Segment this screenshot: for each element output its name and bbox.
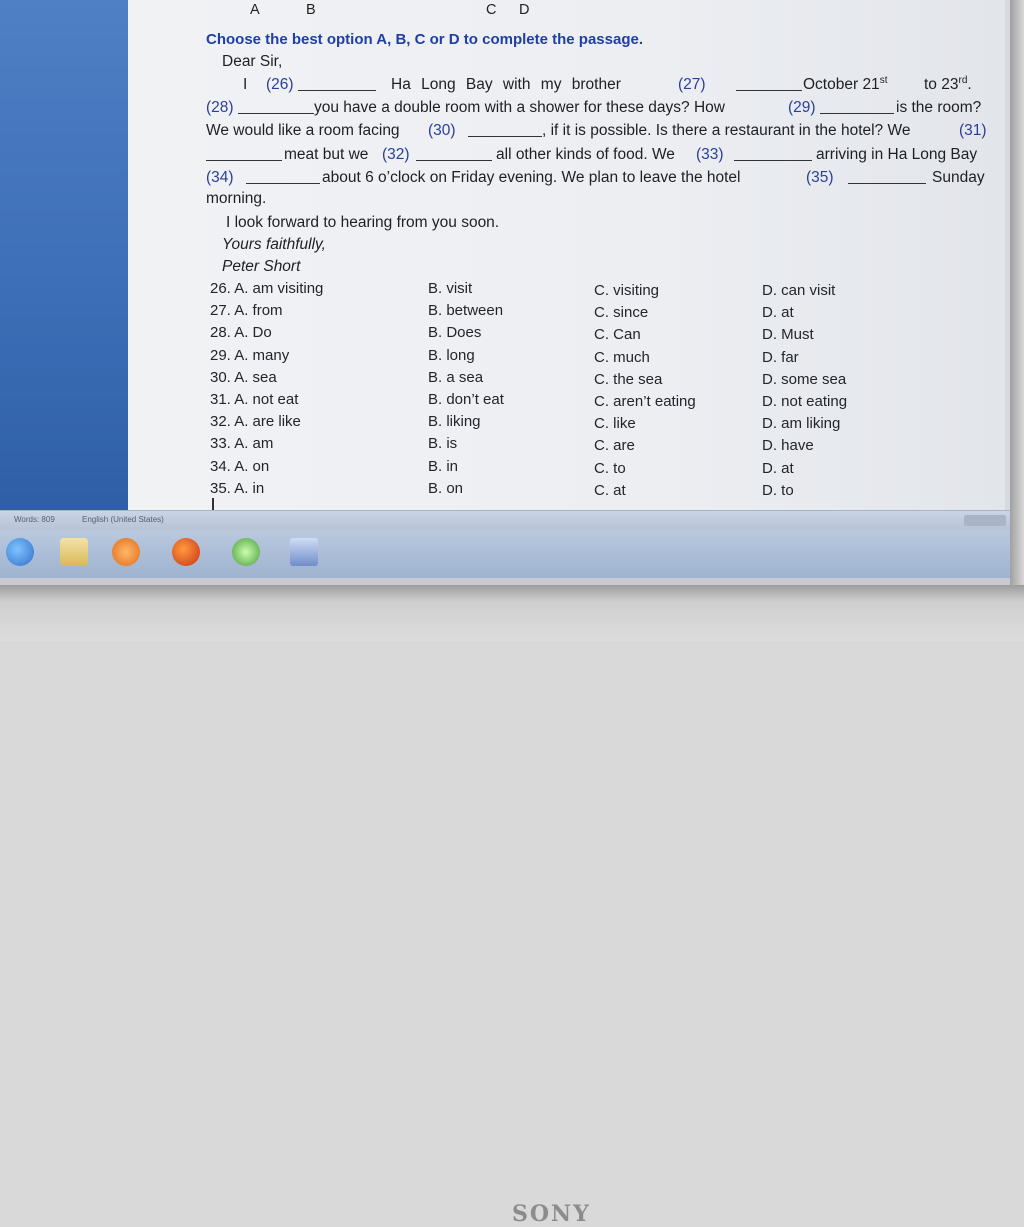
superscript: rd (958, 74, 968, 86)
blank-number-32: (32) (382, 146, 410, 163)
screen (0, 0, 1010, 585)
option-c-26: C. visiting (594, 282, 660, 299)
blank-34 (246, 171, 320, 184)
navigation-pane (0, 0, 128, 510)
header-letter-b: B (306, 2, 316, 18)
letter-signoff: Yours faithfully, (222, 236, 326, 253)
passage-text: October 21 (803, 76, 880, 93)
option-a-34: 34. A. on (210, 457, 270, 475)
period: . (967, 76, 972, 93)
blank-number-33: (33) (696, 146, 724, 163)
status-bar (0, 510, 1010, 530)
option-c-31: C. aren’t eating (594, 393, 696, 410)
option-d-33: D. have (762, 437, 814, 455)
passage-text: meat but we (284, 146, 369, 163)
passage-text: is the room? (896, 99, 982, 116)
option-c-30: C. the sea (594, 370, 663, 388)
word-count[interactable]: Words: 809 (14, 515, 55, 524)
blank-33 (734, 148, 812, 161)
blank-31 (206, 148, 282, 161)
view-buttons[interactable] (964, 515, 1006, 526)
blank-number-31: (31) (959, 122, 987, 139)
blank-number-29: (29) (788, 99, 816, 116)
option-b-26: B. visit (428, 280, 473, 297)
option-d-28: D. Must (762, 326, 814, 344)
header-letter-c: C (486, 2, 497, 18)
superscript: st (879, 74, 888, 86)
option-b-29: B. long (428, 346, 475, 364)
option-d-26: D. can visit (762, 282, 836, 299)
passage-text: , if it is possible. Is there a restaurant in the hotel? We (542, 122, 911, 139)
option-c-29: C. much (594, 348, 650, 366)
blank-number-27: (27) (678, 76, 706, 93)
media-player-icon[interactable] (112, 538, 140, 566)
blank-32 (416, 148, 492, 161)
blank-number-34: (34) (206, 169, 234, 186)
option-a-30: 30. A. sea (210, 368, 277, 386)
folder-icon[interactable] (60, 538, 88, 566)
passage-text: We would like a room facing (206, 122, 400, 139)
header-letter-d: D (519, 2, 530, 18)
blank-26 (298, 78, 376, 91)
passage-text: Ha Long Bay with my brother (391, 76, 621, 93)
monitor-bezel-right (1010, 0, 1024, 641)
option-d-35: D. to (762, 481, 794, 499)
option-b-32: B. liking (428, 413, 481, 431)
option-b-31: B. don’t eat (428, 391, 504, 408)
option-c-33: C. are (594, 437, 635, 455)
passage-text: to 23 (924, 76, 959, 93)
blank-number-35: (35) (806, 169, 834, 186)
blank-29 (820, 101, 894, 114)
option-b-28: B. Does (428, 324, 482, 342)
blank-35 (848, 171, 926, 184)
option-b-30: B. a sea (428, 368, 484, 386)
option-c-32: C. like (594, 415, 636, 433)
monitor-brand-logo: SONY (512, 1201, 591, 1227)
option-d-31: D. not eating (762, 393, 848, 410)
taskbar (0, 530, 1010, 578)
settings-app-icon[interactable] (232, 538, 260, 566)
option-b-27: B. between (428, 302, 504, 320)
blank-28 (238, 101, 314, 114)
option-c-28: C. Can (594, 326, 641, 344)
option-a-32: 32. A. are like (210, 413, 301, 431)
option-b-35: B. on (428, 479, 464, 497)
header-letter-a: A (250, 2, 260, 18)
option-b-33: B. is (428, 435, 458, 453)
blank-number-30: (30) (428, 122, 456, 139)
word-icon[interactable] (290, 538, 318, 566)
passage-text: you have a double room with a shower for these days? How (314, 99, 725, 116)
blank-27 (736, 78, 802, 91)
option-d-29: D. far (762, 348, 799, 366)
passage-line-6: morning. (206, 190, 267, 207)
option-a-31: 31. A. not eat (210, 391, 299, 408)
option-a-26: 26. A. am visiting (210, 280, 324, 297)
option-a-27: 27. A. from (210, 302, 283, 320)
passage-text: I (243, 76, 248, 93)
passage-text: all other kinds of food. We (496, 146, 675, 163)
blank-30 (468, 124, 542, 137)
option-c-27: C. since (594, 304, 649, 322)
option-d-27: D. at (762, 304, 794, 322)
option-a-35: 35. A. in (210, 479, 265, 497)
option-d-34: D. at (762, 459, 794, 477)
instruction-heading: Choose the best option A, B, C or D to complete the passage. (206, 31, 643, 48)
letter-greeting: Dear Sir, (222, 53, 283, 70)
blank-number-28: (28) (206, 99, 234, 116)
blank-number-26: (26) (266, 76, 294, 93)
passage-text: arriving in Ha Long Bay (816, 146, 978, 163)
option-b-34: B. in (428, 457, 459, 475)
passage-text: about 6 o’clock on Friday evening. We plan to leave the hotel (322, 169, 741, 186)
letter-signature: Peter Short (222, 258, 301, 275)
option-a-28: 28. A. Do (210, 324, 272, 342)
option-d-30: D. some sea (762, 370, 847, 388)
option-d-32: D. am liking (762, 415, 841, 433)
option-a-29: 29. A. many (210, 346, 290, 364)
passage-text: Sunday (932, 169, 985, 186)
ie-icon[interactable] (6, 538, 34, 566)
letter-closing: I look forward to hearing from you soon. (226, 214, 500, 231)
language-indicator[interactable]: English (United States) (82, 515, 164, 524)
option-c-34: C. to (594, 459, 626, 477)
monitor-bezel (0, 585, 1024, 1227)
option-a-33: 33. A. am (210, 435, 274, 453)
firefox-icon[interactable] (172, 538, 200, 566)
option-c-35: C. at (594, 481, 626, 499)
